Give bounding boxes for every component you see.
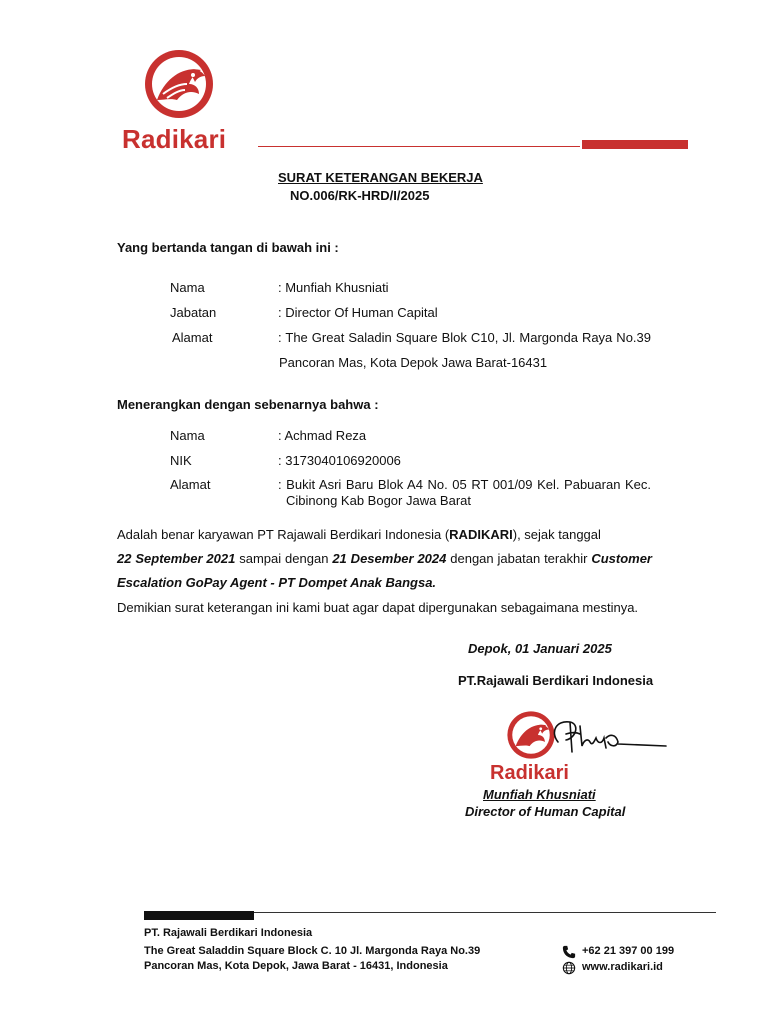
employee-nik-value: : 3173040106920006 (278, 453, 401, 468)
footer-company: PT. Rajawali Berdikari Indonesia (144, 927, 313, 939)
place-date: Depok, 01 Januari 2025 (468, 641, 612, 656)
logo-text: Radikari (122, 124, 227, 154)
phone-icon (562, 945, 576, 959)
website-url[interactable]: www.radikari.id (582, 961, 663, 973)
signer-position-label: Jabatan (170, 305, 217, 320)
footer-website (562, 960, 663, 975)
employee-address-label: Alamat (170, 477, 211, 492)
intro-text: Yang bertanda tangan di bawah ini : (117, 240, 339, 255)
employee-address-line1: : Bukit Asri Baru Blok A4 No. 05 RT 001/09 Kel. Pabuaran Kec. (278, 477, 651, 492)
document-title: SURAT KETERANGAN BEKERJA (278, 170, 483, 185)
footer-address-line1: The Great Saladdin Square Block C. 10 Jl. Margonda Raya No.39 (144, 945, 481, 957)
statement-intro: Menerangkan dengan sebenarnya bahwa : (117, 397, 379, 412)
signer-address-line1: : The Great Saladin Square Blok C10, Jl. Margonda Raya No.39 (278, 330, 651, 345)
body-between-2: dengan jabatan terakhir (446, 551, 592, 566)
body-line1-pre: Adalah benar karyawan PT Rajawali Berdikari Indonesia ( (117, 527, 450, 542)
closing-text: Demikian surat keterangan ini kami buat agar dapat dipergunakan sebagaimana mestinya. (117, 600, 639, 615)
employee-name-label: Nama (170, 428, 205, 443)
footer-phone (562, 944, 674, 959)
signer-name-label: Nama (170, 280, 205, 295)
footer-rule (254, 912, 716, 913)
job-title-part2: Escalation GoPay Agent - PT Dompet Anak Bangsa. (117, 575, 437, 590)
header-accent-bar (582, 140, 688, 149)
start-date: 22 September 2021 (117, 551, 236, 566)
signer-address-line2: Pancoran Mas, Kota Depok Jawa Barat-16431 (279, 355, 548, 370)
document-number: NO.006/RK-HRD/I/2025 (290, 188, 430, 203)
body-line-1 (117, 526, 601, 543)
company-short-name: RADIKARI (449, 527, 513, 542)
job-title-part1: Customer (591, 551, 652, 566)
signer-title: Director of Human Capital (465, 804, 626, 819)
eagle-logo-icon (143, 48, 215, 120)
footer-accent-bar (144, 911, 254, 920)
footer-address-line2: Pancoran Mas, Kota Depok, Jawa Barat - 16431, Indonesia (144, 960, 448, 972)
body-between-1: sampai dengan (235, 551, 333, 566)
header-rule (258, 146, 580, 147)
employee-nik-label: NIK (170, 453, 192, 468)
body-line-2 (117, 550, 652, 567)
signer-name-value: : Munfiah Khusniati (278, 280, 389, 295)
globe-icon (562, 961, 576, 975)
phone-number: +62 21 397 00 199 (582, 945, 675, 957)
stamp-logo-text: Radikari (490, 762, 569, 784)
signer-address-label: Alamat (172, 330, 213, 345)
end-date: 21 Desember 2024 (332, 551, 447, 566)
company-logo (122, 48, 240, 154)
signer-position-value: : Director Of Human Capital (278, 305, 438, 320)
handwritten-signature (536, 712, 670, 762)
signer-name: Munfiah Khusniati (483, 787, 596, 802)
body-line1-post: ), sejak tanggal (512, 527, 601, 542)
employee-address-line2: Cibinong Kab Bogor Jawa Barat (286, 493, 472, 508)
signature-company: PT.Rajawali Berdikari Indonesia (458, 673, 654, 688)
employee-name-value: : Achmad Reza (278, 428, 367, 443)
